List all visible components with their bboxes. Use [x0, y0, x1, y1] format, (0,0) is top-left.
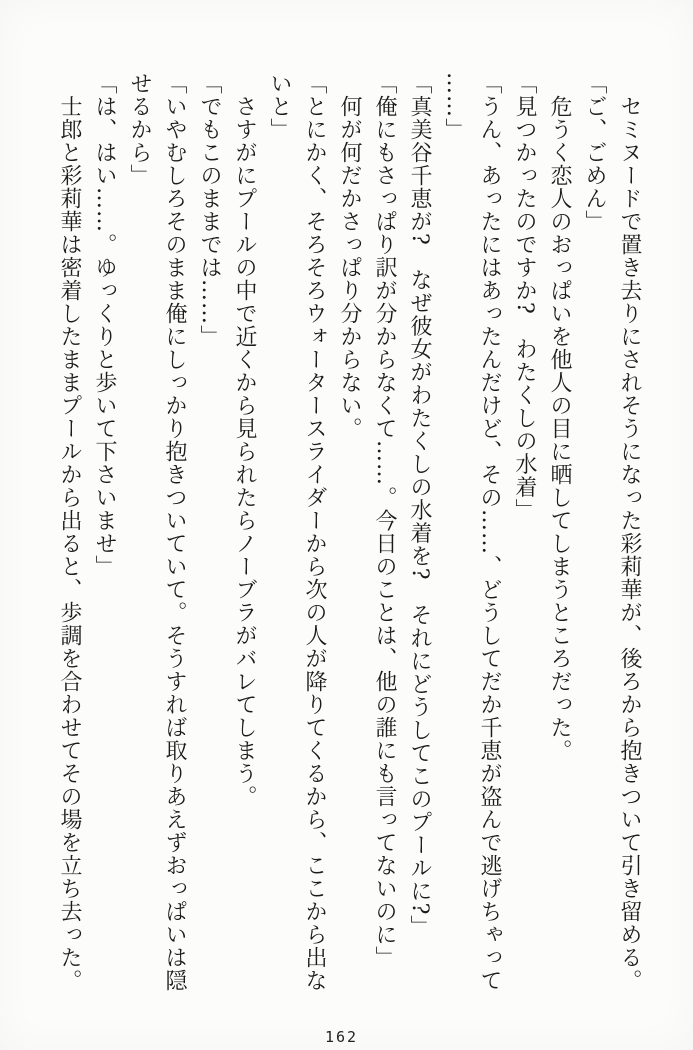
text-line: セミヌードで置き去りにされそうになった彩莉華が、後ろから抱きついて引き留める。 [617, 95, 642, 992]
text-line: いと」 [267, 72, 292, 141]
text-line: せるから」 [127, 72, 152, 187]
text-line: さすがにプールの中で近くから見られたらノーブラがバレてしまう。 [232, 95, 257, 808]
page-number: 162 [324, 1028, 359, 1046]
text-line: 士郎と彩莉華は密着したままプールから出ると、歩調を合わせてその場を立ち去った。 [57, 95, 82, 992]
text-line: 何が何だかさっぱり分からない。 [337, 95, 362, 440]
text-line: 「真美谷千恵が? なぜ彼女がわたくしの水着を? それにどうしてこのプールに?」 [407, 72, 432, 939]
text-line: 「見つかったのですか? わたくしの水着」 [512, 72, 537, 522]
text-line: 「いやむしろそのまま俺にしっかり抱きついていて。そうすれば取りあえずおっぱいは隠 [162, 72, 187, 992]
text-line: 「とにかく、そろそろウォータースライダーから次の人が降りてくるから、ここから出な [302, 72, 327, 992]
text-line: 「俺にもさっぱり訳が分からなくて……。今日のことは、他の誰にも言ってないのに」 [372, 72, 397, 969]
text-line: ……」 [442, 72, 467, 141]
text-line: 「でもこのままでは……」 [197, 72, 222, 348]
text-line: 「ご、ごめん」 [582, 72, 607, 233]
text-line: 「は、はい……。ゆっくりと歩いて下さいませ」 [92, 72, 117, 578]
text-line: 「うん、あったにはあったんだけど、その……、どうしてだか千恵が盗んで逃げちゃって [477, 72, 502, 992]
page-text [52, 72, 647, 1020]
text-line: 危うく恋人のおっぱいを他人の目に晒してしまうところだった。 [547, 95, 572, 762]
